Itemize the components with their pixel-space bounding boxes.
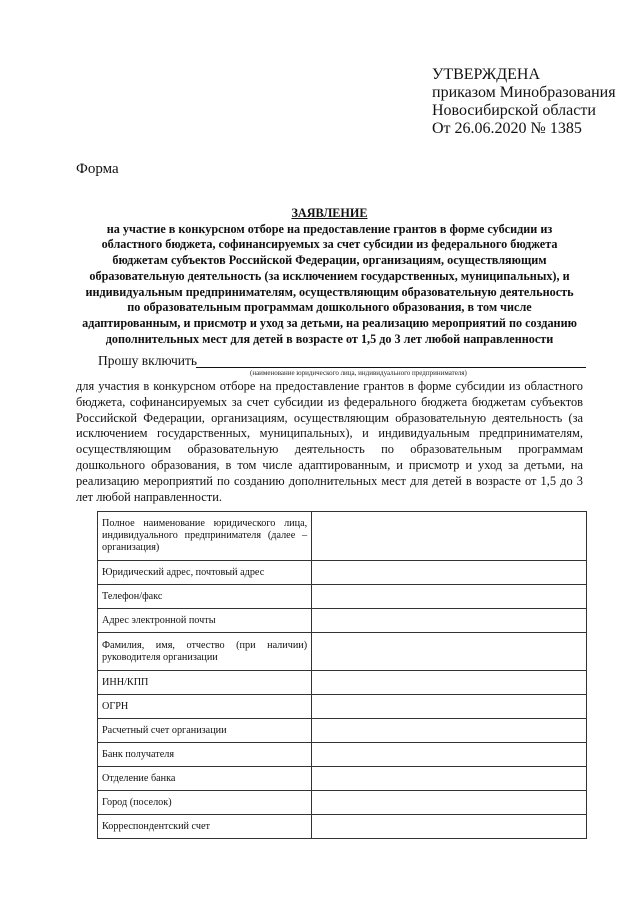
- table-row: [98, 815, 587, 839]
- table-row: [98, 719, 587, 743]
- row-label: ОГРН: [98, 695, 312, 719]
- row-label: Юридический адрес, почтовый адрес: [98, 561, 312, 585]
- row-value-field[interactable]: [312, 561, 587, 585]
- row-label: Адрес электронной почты: [98, 609, 312, 633]
- title-line: по образовательным программам дошкольного образования, в том числе: [127, 300, 532, 315]
- table-row: [98, 767, 587, 791]
- title-line: бюджетам субъектов Российской Федерации, организациям, осуществляющим: [112, 253, 547, 268]
- row-value-field[interactable]: [312, 815, 587, 839]
- row-label: Расчетный счет организации: [98, 719, 312, 743]
- row-value-field[interactable]: [312, 609, 587, 633]
- row-value-field[interactable]: [312, 791, 587, 815]
- table-row: [98, 671, 587, 695]
- approval-date: От 26.06.2020 № 1385: [432, 120, 582, 137]
- approval-stamp: [432, 66, 616, 138]
- request-hint: (наименование юридического лица, индивидуального предпринимателя): [250, 369, 467, 377]
- row-label: Телефон/факс: [98, 585, 312, 609]
- row-label: Отделение банка: [98, 767, 312, 791]
- table-row: [98, 609, 587, 633]
- organization-info-table: [97, 511, 587, 839]
- body-paragraph: для участия в конкурсном отборе на предоставление грантов в форме субсидии из областного бюджета, софинансируемых за счет субсидии из федерального бюджета бюджетам субъектов Российской Федерации, организациям, осуществляющим образовательную деятельность (за исключением государственных, муниципальных), и индивидуальным предпринимателям, осуществляющим образовательную деятельность по образовательным программам дошкольного образования, в том числе адаптированным, и присмотр и уход за детьми, на реализацию мероприятий по созданию дополнительных мест для детей в возрасте от 1,5 до 3 лет любой направленности.: [76, 379, 583, 504]
- row-value-field[interactable]: [312, 512, 587, 561]
- title-line: адаптированным, и присмотр и уход за детьми, на реализацию мероприятий по созданию: [82, 315, 577, 330]
- title-line: образовательную деятельность (за исключением государственных, муниципальных), и: [89, 268, 570, 283]
- table-row: [98, 585, 587, 609]
- form-label: Форма: [76, 161, 119, 177]
- row-value-field[interactable]: [312, 695, 587, 719]
- table-row: [98, 695, 587, 719]
- organization-name-field[interactable]: [196, 367, 586, 368]
- row-value-field[interactable]: [312, 743, 587, 767]
- table-row: [98, 512, 587, 561]
- approval-order: приказом Минобразования: [432, 84, 616, 101]
- request-label: Прошу включить: [98, 353, 198, 368]
- table-row: [98, 561, 587, 585]
- row-label: ИНН/КПП: [98, 671, 312, 695]
- title-line: дополнительных мест для детей в возрасте от 1,5 до 3 лет любой направленности: [105, 331, 554, 346]
- title-line: на участие в конкурсном отборе на предоставление грантов в форме субсидии из: [106, 221, 553, 236]
- row-value-field[interactable]: [312, 585, 587, 609]
- row-value-field[interactable]: [312, 633, 587, 671]
- row-label: Фамилия, имя, отчество (при наличии) руководителя организации: [98, 633, 312, 671]
- document-title: [76, 206, 583, 347]
- row-label: Полное наименование юридического лица, индивидуального предпринимателя (далее – организация): [98, 512, 312, 561]
- table-row: [98, 743, 587, 767]
- row-label: Город (поселок): [98, 791, 312, 815]
- row-value-field[interactable]: [312, 719, 587, 743]
- title-heading: ЗАЯВЛЕНИЕ: [291, 206, 368, 220]
- approval-title: УТВЕРЖДЕНА: [432, 66, 541, 83]
- title-line: индивидуальным предпринимателям, осуществляющим образовательную деятельность: [85, 284, 574, 299]
- approval-region: Новосибирской области: [432, 102, 596, 119]
- row-label: Банк получателя: [98, 743, 312, 767]
- row-value-field[interactable]: [312, 671, 587, 695]
- title-line: областного бюджета, софинансируемых за счет субсидии из федерального бюджета: [101, 237, 558, 252]
- table-row: [98, 633, 587, 671]
- table-row: [98, 791, 587, 815]
- row-label: Корреспондентский счет: [98, 815, 312, 839]
- row-value-field[interactable]: [312, 767, 587, 791]
